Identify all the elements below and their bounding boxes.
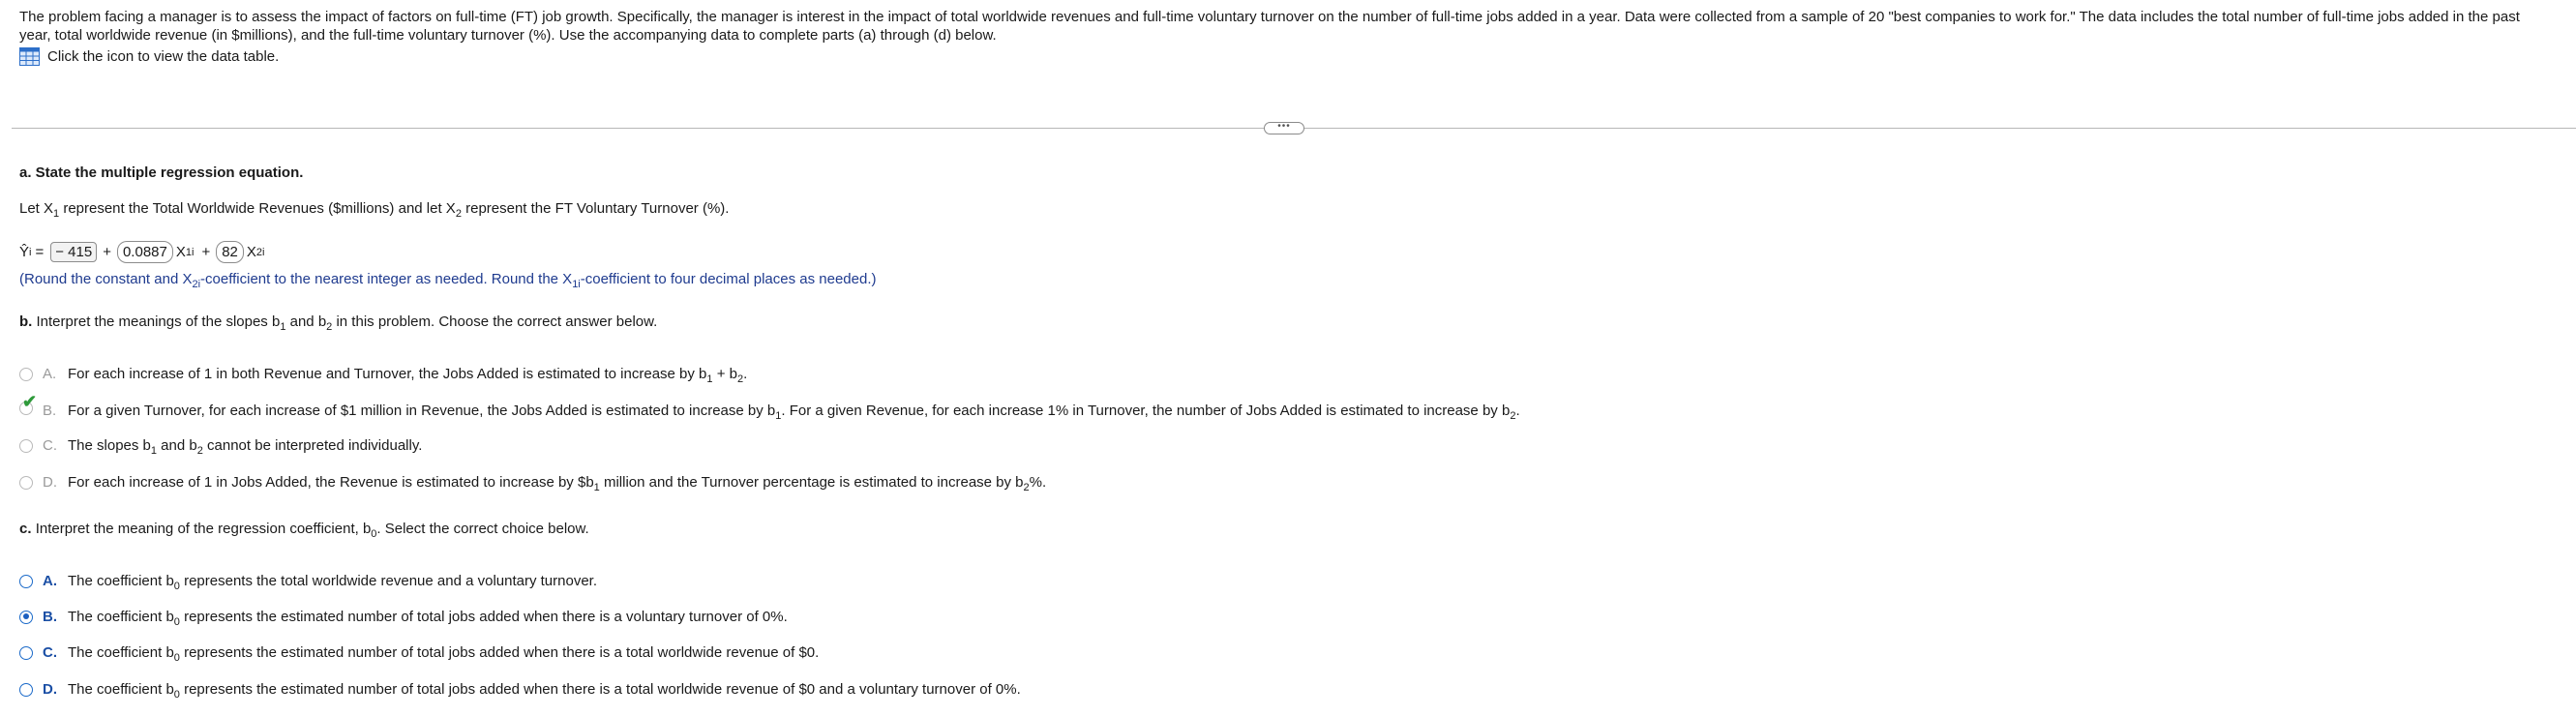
variable-definitions: Let $X_1$ represent the Total Worldwide Revenues ($millions) and let $X_2$ represent the FT Voluntary Turnover (%). — [19, 200, 730, 220]
part-a-heading: a. State the multiple regression equation. — [19, 164, 304, 181]
problem-statement: The problem facing a manager is to assess the impact of factors on full-time (FT) job growth. Specifically, the manager is interest in the impact of total worldwide revenues and full-time voluntary turnover on the number of full-time jobs added in a year. Data were collected from a sample of 20 "best companies to work for." The data includes the total number of full-time jobs added in the past year, total worldwide revenue (in $millions), and the full-time voluntary turnover (%). Use the accompanying data to complete parts (a) through (d) below. — [19, 9, 2520, 44]
part-c-option-b[interactable]: B. The coefficient $b_0$ represents the estimated number of total jobs added when there is a voluntary turnover of 0%. — [19, 609, 788, 625]
part-c-option-d[interactable]: D. The coefficient $b_0$ represents the estimated number of total jobs added when there is a total worldwide revenue of $0 and a voluntary turnover of 0%. — [19, 681, 1021, 698]
part-b-option-c[interactable]: C. The slopes $b_1$ and $b_2$ cannot be interpreted individually. — [19, 437, 422, 454]
regression-equation: Ŷ i = − 415 + 0.0887 X 1i + 82 X 2i — [19, 241, 264, 263]
collapse-toggle-button[interactable]: ••• — [1264, 122, 1304, 134]
part-c-heading: c. Interpret the meaning of the regression coefficient, $b_0$. Select the correct choice below. — [19, 521, 589, 540]
part-b-option-b[interactable]: ✔ B. For a given Turnover, for each increase of $1 million in Revenue, the Jobs Added is estimated to increase by $b_1$. For a given Revenue, for each increase 1% in Turnover, the number of Jobs Added is estimated to increase by $b_2$. — [19, 402, 1520, 419]
part-c-option-c[interactable]: C. The coefficient $b_0$ represents the estimated number of total jobs added when there is a total worldwide revenue of $0. — [19, 644, 819, 661]
x2-coefficient-answer-box[interactable]: 82 — [216, 241, 244, 263]
rounding-hint: (Round the constant and $X_{2i}$-coefficient to the nearest integer as needed. Round the $X_{1i}$-coefficient to four decimal places as needed.) — [19, 271, 877, 290]
part-b-option-d[interactable]: D. For each increase of 1 in Jobs Added, the Revenue is estimated to increase by $\$b_1$ million and the Turnover percentage is estimated to increase by $b_2\%$. — [19, 474, 1046, 491]
radio-b-a[interactable] — [19, 368, 33, 381]
data-table-link-label[interactable]: Click the icon to view the data table. — [47, 48, 280, 65]
part-b-option-a[interactable]: A. For each increase of 1 in both Revenue and Turnover, the Jobs Added is estimated to increase by $b_1 + b_2$. — [19, 366, 747, 382]
part-c-option-a[interactable]: A. The coefficient $b_0$ represents the total worldwide revenue and a voluntary turnover. — [19, 573, 597, 589]
radio-c-a[interactable] — [19, 575, 33, 588]
data-table-link[interactable] — [19, 47, 279, 66]
radio-b-d[interactable] — [19, 476, 33, 490]
part-b-heading: b. Interpret the meanings of the slopes $b_1$ and $b_2$ in this problem. Choose the correct answer below. — [19, 313, 658, 333]
y-hat: Ŷ — [19, 244, 30, 260]
data-table-icon[interactable] — [19, 47, 40, 66]
constant-answer-box[interactable]: − 415 — [50, 242, 97, 262]
radio-c-c[interactable] — [19, 646, 33, 660]
radio-c-d[interactable] — [19, 683, 33, 697]
correct-check-icon: ✔ — [22, 392, 38, 411]
radio-c-b-selected[interactable] — [19, 611, 33, 624]
x1-coefficient-answer-box[interactable]: 0.0887 — [117, 241, 173, 263]
radio-b-c[interactable] — [19, 439, 33, 453]
